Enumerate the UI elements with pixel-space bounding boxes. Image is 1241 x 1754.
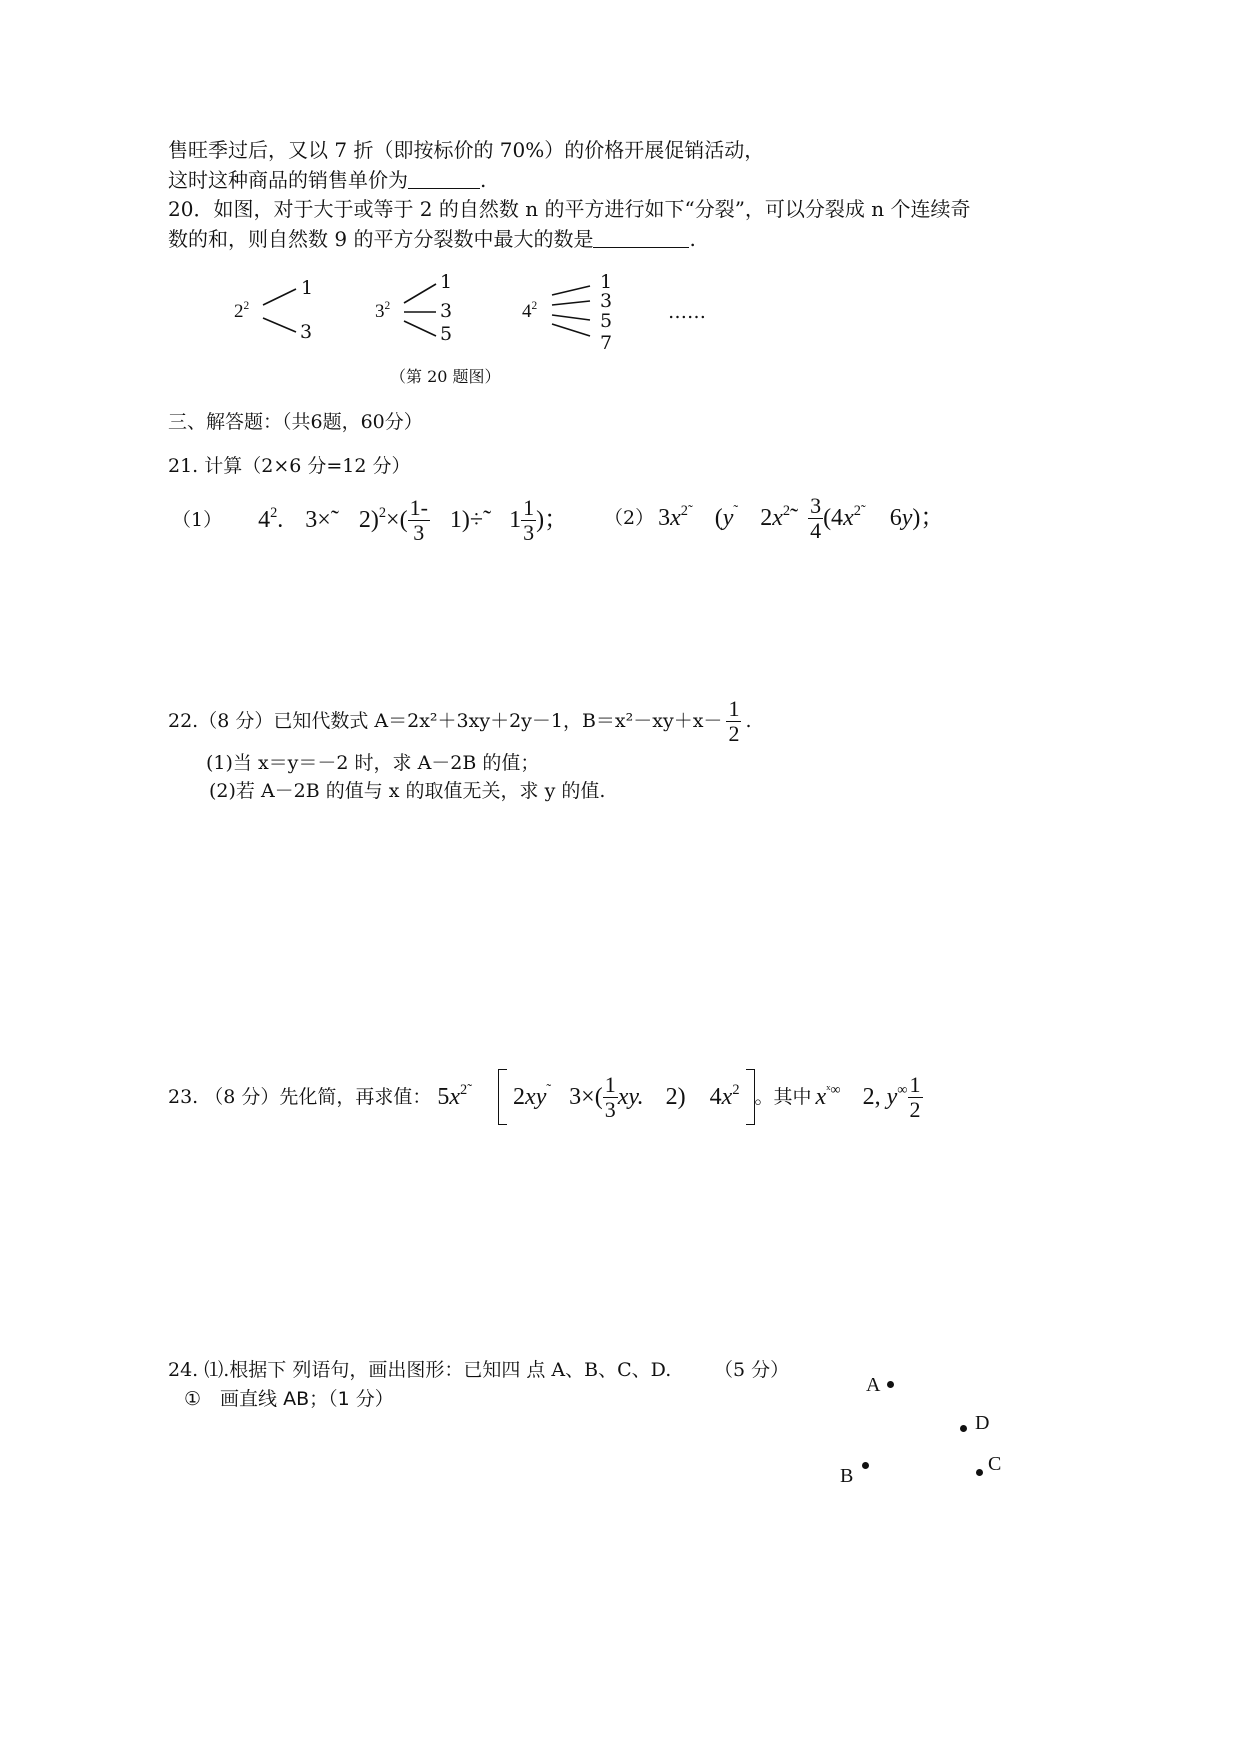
- q23-title: 23. （8 分）先化简，再求值：: [168, 1085, 432, 1108]
- g3-line-1: [552, 286, 590, 295]
- q23-xy2: xy.: [617, 1084, 644, 1110]
- q23-c: 3×(: [569, 1084, 603, 1110]
- q21-p1-end: )；: [536, 507, 569, 533]
- q21-p2-a: $3x^{2˜}$: [658, 502, 693, 531]
- q20-line1: 20．如图，对于大于或等于 2 的自然数 n 的平方进行如下“分裂”，可以分裂成 n 个连续奇: [168, 197, 971, 221]
- point-a-label: A: [866, 1374, 881, 1396]
- section3-title: 三、解答题：（共6题，60分）: [168, 411, 423, 433]
- q21-p2-d: ($4x^{2˜}$: [823, 502, 866, 531]
- point-b-label: B: [840, 1465, 854, 1487]
- q21-p1-e: 1)÷: [449, 507, 484, 533]
- g3-line-2: [552, 301, 590, 305]
- q21-part1: [172, 494, 568, 546]
- g1-line-2: [263, 318, 296, 332]
- diagram-caption: （第 20 题图）: [390, 367, 501, 386]
- q23: [168, 1068, 923, 1126]
- q21-p1-a: $4^2$.: [258, 504, 284, 533]
- q22-end: .: [745, 709, 752, 732]
- q24-sub1: ① 画直线 AB；（1 分）: [184, 1388, 394, 1410]
- q21-p2-b: (y˜: [714, 502, 739, 531]
- g3-line-4: [552, 324, 590, 336]
- q23-frac: $\frac{1}{3}$: [604, 1072, 616, 1122]
- q21-part2: [604, 492, 944, 544]
- q21-p1-tilde2: ˜: [483, 507, 492, 533]
- q20-line2-text: 数的和，则自然数 9 的平方分裂数中最大的数是: [168, 227, 594, 251]
- q19-line2-end: .: [480, 168, 487, 192]
- g1-num-2: 3: [300, 321, 313, 343]
- q22-title-text: 22.（8 分）已知代数式 A＝2x²＋3xy＋2y－1，B＝x²－xy＋x－: [168, 709, 723, 732]
- g2-num-1: 1: [440, 271, 453, 293]
- q22-title: [168, 696, 751, 746]
- q19-line2: [168, 170, 486, 190]
- q22-frac: $\frac{1}{2}$: [728, 696, 740, 746]
- q23-e: $4x^2$: [709, 1081, 740, 1110]
- q21-part2-label: （2）: [604, 506, 655, 529]
- q23-bracket-left: [498, 1069, 507, 1125]
- g3-num-1: 1: [600, 271, 613, 293]
- q23-yvar: y∞: [886, 1081, 908, 1110]
- q19-line1: 售旺季过后，又以 7 折（即按标价的 70%）的价格开展促销活动，: [168, 138, 765, 162]
- q23-xvar: $x^{ˣ\infty}$: [815, 1081, 841, 1110]
- diagram-ellipsis: ……: [668, 301, 706, 323]
- point-c-label: C: [988, 1453, 1002, 1475]
- q21-title: 21. 计算（2×6 分=12 分）: [168, 455, 411, 477]
- g3-line-3: [552, 315, 590, 320]
- g3-num-3: 5: [600, 310, 613, 332]
- g2-num-3: 5: [440, 323, 453, 345]
- q21-p1-frac2: $\frac{1}{3}$: [523, 495, 535, 545]
- q24-title: 24. ⑴.根据下 列语句，画出图形：已知四 点 A、B、C、D.: [168, 1359, 672, 1381]
- q21-p1-b: 3×: [305, 507, 331, 533]
- q23-bracket-right: [746, 1069, 755, 1125]
- q19-answer-blank[interactable]: [408, 170, 480, 189]
- q19-line2-text: 这时这种商品的销售单价为: [168, 168, 408, 192]
- q23-d: 2): [665, 1084, 686, 1110]
- diagram-base-2: $3^2$: [375, 300, 391, 322]
- q21-p1-g: 1: [509, 507, 522, 533]
- q23-a: $5x^{2˜}$: [437, 1081, 473, 1110]
- point-c[interactable]: [976, 1469, 983, 1476]
- q22-sub1: (1)当 x＝y＝－2 时，求 A－2B 的值；: [206, 752, 540, 774]
- g2-line-3: [404, 321, 436, 336]
- q21-p2-c: $2x^2˜$: [760, 502, 799, 531]
- q21-p1-c: 2)$^2$: [358, 504, 387, 533]
- q21-p1-tilde1: ˜: [330, 507, 339, 533]
- q21-p2-frac: $\frac{3}{4}$: [810, 493, 822, 543]
- point-b[interactable]: [862, 1462, 869, 1469]
- q23-b: 2xy˜: [513, 1081, 552, 1110]
- q21-p1-frac1: $\frac{1-}{3}$: [409, 495, 428, 545]
- q23-xval: 2,: [862, 1084, 881, 1110]
- g1-line-1: [263, 289, 296, 305]
- g3-num-2: 3: [600, 290, 613, 312]
- g3-num-4: 7: [600, 332, 613, 354]
- q21-part1-label: （1）: [172, 508, 223, 531]
- q23-yfrac: $\frac{1}{2}$: [909, 1072, 921, 1122]
- q20-line2-end: .: [689, 227, 696, 251]
- g2-line-1: [404, 284, 436, 303]
- point-a[interactable]: [887, 1381, 894, 1388]
- point-d[interactable]: [960, 1425, 967, 1432]
- q20-answer-blank[interactable]: [593, 229, 689, 248]
- q21-p1-d: ×(: [386, 507, 408, 533]
- diagram-base-1: $2^2$: [234, 300, 250, 322]
- g1-num-1: 1: [301, 277, 314, 299]
- q21-p2-e: 6y)；: [889, 505, 945, 531]
- q20-line2: [168, 229, 696, 249]
- g2-num-2: 3: [440, 300, 453, 322]
- q22-sub2: (2)若 A－2B 的值与 x 的取值无关，求 y 的值.: [209, 780, 606, 802]
- diagram-base-3: $4^2$: [522, 300, 538, 322]
- point-d-label: D: [975, 1412, 990, 1434]
- q24-points: （5 分）: [714, 1359, 790, 1381]
- q23-after: 。其中: [754, 1085, 812, 1108]
